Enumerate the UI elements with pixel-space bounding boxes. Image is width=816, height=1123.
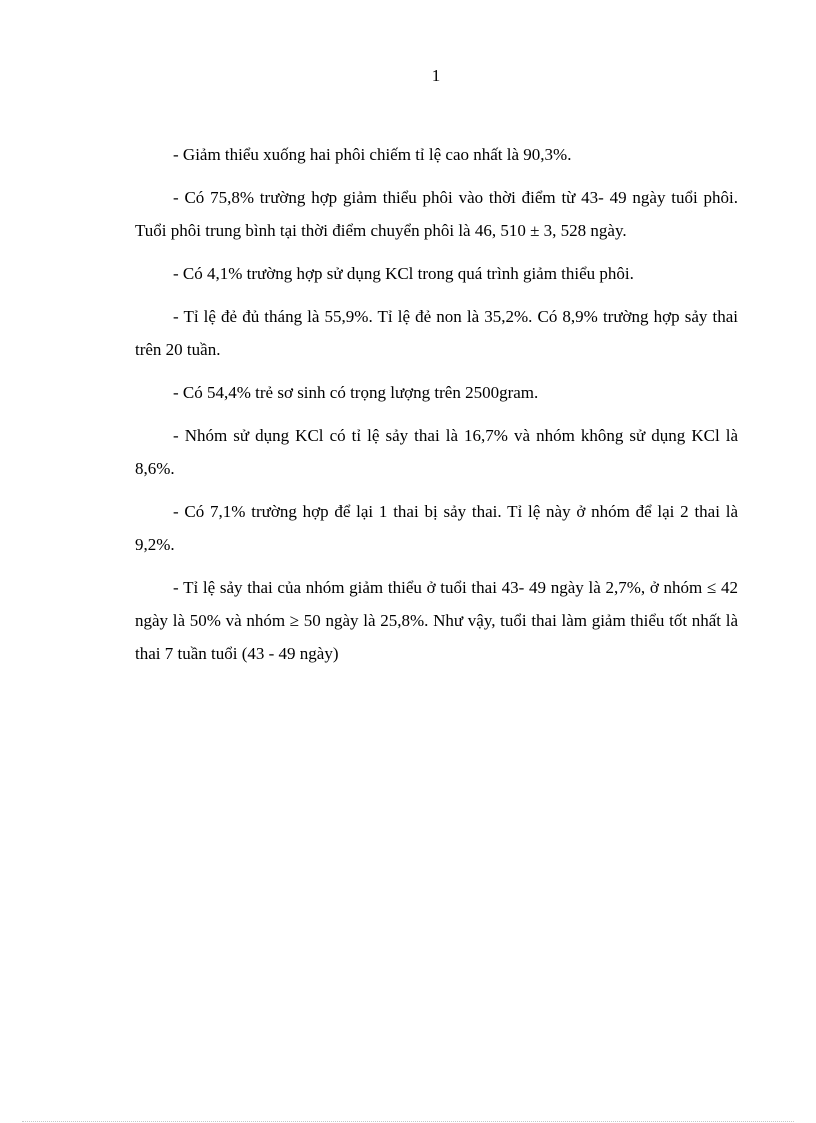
paragraph: - Có 54,4% trẻ sơ sinh có trọng lượng trên 2500gram.: [173, 383, 539, 402]
page-number: 1: [431, 66, 441, 85]
paragraph: - Tỉ lệ đẻ đủ tháng là 55,9%. Tỉ lệ đẻ non là 35,2%. Có 8,9% trường hợp sảy thai trên 20 tuần.: [135, 307, 738, 359]
page-bottom-divider: [22, 1121, 794, 1122]
paragraph: - Nhóm sử dụng KCl có tỉ lệ sảy thai là 16,7% và nhóm không sử dụng KCl là 8,6%.: [135, 426, 738, 478]
paragraph: - Giảm thiểu xuống hai phôi chiếm tỉ lệ cao nhất là 90,3%.: [173, 145, 572, 164]
paragraph: - Có 75,8% trường hợp giảm thiểu phôi vào thời điểm từ 43- 49 ngày tuổi phôi. Tuổi phôi trung bình tại thời điểm chuyển phôi là 46, 510 ± 3, 528 ngày.: [135, 188, 738, 240]
paragraph: - Tỉ lệ sảy thai của nhóm giảm thiểu ở tuổi thai 43- 49 ngày là 2,7%, ở nhóm ≤ 42 ngày là 50% và nhóm ≥ 50 ngày là 25,8%. Như vậy, tuổi thai làm giảm thiểu tốt nhất là thai 7 tuần tuổi (43 - 49 ngày): [135, 578, 738, 663]
paragraph: - Có 7,1% trường hợp để lại 1 thai bị sảy thai. Tỉ lệ này ở nhóm để lại 2 thai là 9,2%.: [135, 502, 738, 554]
paragraph: - Có 4,1% trường hợp sử dụng KCl trong quá trình giảm thiểu phôi.: [173, 264, 634, 283]
document-body: [135, 138, 738, 680]
